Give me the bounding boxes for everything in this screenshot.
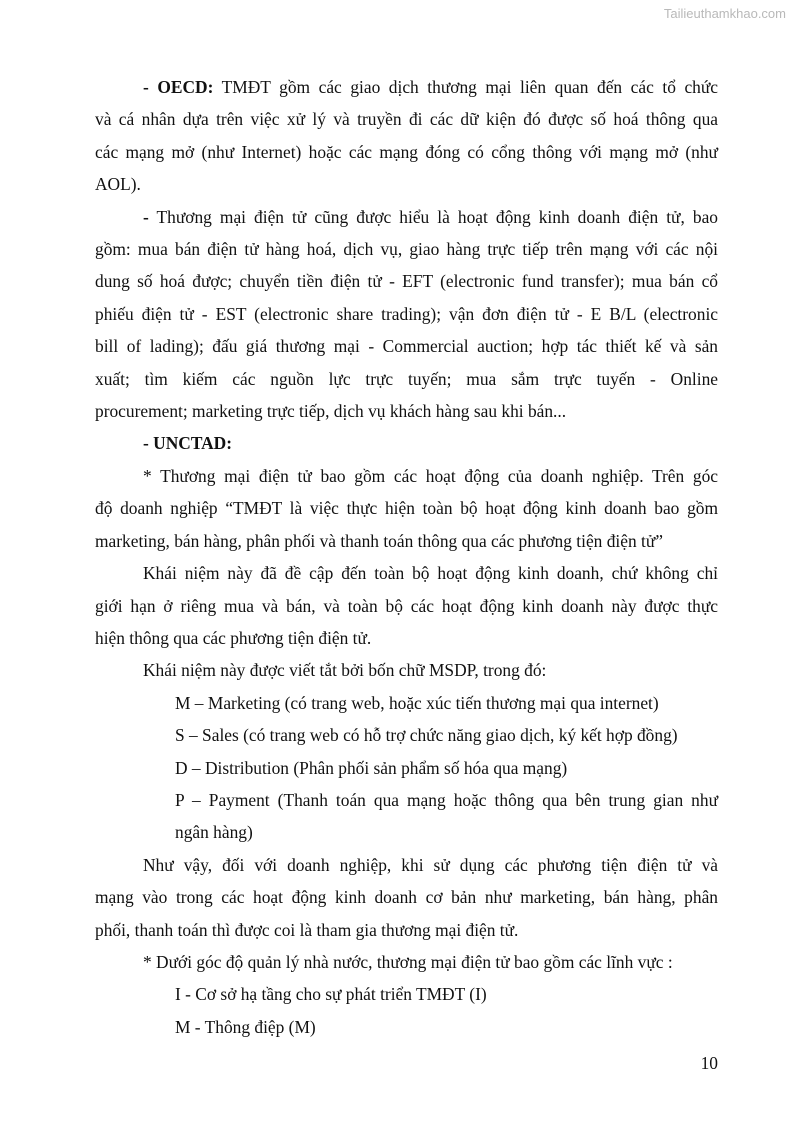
paragraph-concept [95, 557, 718, 654]
paragraph-conclusion [95, 849, 718, 946]
text-line: các mạng mở (như Internet) hoặc các mạng đóng có cổng thông với mạng mở (như [95, 141, 718, 162]
text-line: * Thương mại điện tử bao gồm các hoạt động của doanh nghiệp. Trên góc [143, 465, 718, 486]
text-span: TMĐT gồm các giao dịch thương mại liên quan đến các tổ chức [221, 77, 718, 97]
text-line: độ doanh nghiệp “TMĐT là việc thực hiện toàn bộ hoạt động kinh doanh bao gồm [95, 498, 718, 519]
state-item-infrastructure: I - Cơ sở hạ tầng cho sự phát triển TMĐT (I) [175, 984, 487, 1005]
text-line: marketing, bán hàng, phân phối và thanh toán thông qua các phương tiện điện tử” [95, 530, 663, 551]
text-line: Như vậy, đối với doanh nghiệp, khi sử dụng các phương tiện điện tử và [143, 854, 718, 875]
text-line: Khái niệm này đã đề cập đến toàn bộ hoạt động kinh doanh, chứ không chỉ [143, 563, 718, 584]
paragraph-state-view: * Dưới góc độ quản lý nhà nước, thương mại điện tử bao gồm các lĩnh vực : [143, 951, 673, 972]
text-line [95, 201, 718, 233]
paragraph-tmdt-definition [95, 201, 718, 428]
dash-marker: - [143, 206, 149, 227]
text-line: phiếu điện tử - EST (electronic share trading); vận đơn điện tử - E B/L (electronic [95, 303, 718, 324]
text-line: xuất; tìm kiếm các nguồn lực trực tuyến; mua sắm trực tuyến - Online [95, 368, 718, 389]
text-line: bill of lading); đấu giá thương mại - Commercial auction; hợp tác thiết kế và sản [95, 336, 718, 357]
msdp-list [95, 687, 718, 849]
paragraph-msdp: Khái niệm này được viết tắt bởi bốn chữ MSDP, trong đó: [143, 660, 547, 681]
unctad-heading [95, 427, 718, 459]
document-body [95, 71, 718, 1043]
state-item-message: M - Thông điệp (M) [175, 1016, 316, 1037]
text-line: procurement; marketing trực tiếp, dịch vụ khách hàng sau khi bán... [95, 401, 567, 422]
paragraph-business-view [95, 460, 718, 557]
text-line: AOL). [95, 174, 141, 195]
text-line [95, 71, 718, 103]
text-line: phối, thanh toán thì được coi là tham gia thương mại điện tử. [95, 919, 519, 940]
text-line: dung số hoá được; chuyển tiền điện tử - EFT (electronic fund transfer); mua bán cổ [95, 271, 718, 292]
text-line: giới hạn ở riêng mua và bán, và toàn bộ các hoạt động kinh doanh này được thực [95, 595, 718, 616]
text-span: Thương mại điện tử cũng được hiểu là hoạt động kinh doanh điện tử, bao [156, 206, 718, 227]
unctad-heading-text: - UNCTAD: [143, 433, 233, 454]
text-line: gồm: mua bán điện tử hàng hoá, dịch vụ, giao hàng trực tiếp trên mạng với các nội [95, 239, 718, 260]
msdp-item-distribution: D – Distribution (Phân phối sản phẩm số hóa qua mạng) [175, 757, 568, 778]
msdp-item-marketing: M – Marketing (có trang web, hoặc xúc tiến thương mại qua internet) [175, 692, 659, 713]
text-line: mạng vào trong các hoạt động kinh doanh cơ bản như marketing, bán hàng, phân [95, 887, 718, 908]
text-line: hiện thông qua các phương tiện điện tử. [95, 627, 372, 648]
paragraph-oecd [95, 71, 718, 201]
msdp-item-payment: P – Payment (Thanh toán qua mạng hoặc thông qua bên trung gian như [175, 789, 718, 810]
state-list [95, 978, 718, 1043]
msdp-item-payment-cont: ngân hàng) [175, 822, 253, 843]
watermark: Tailieuthamkhao.com [663, 6, 786, 21]
page-number: 10 [700, 1053, 718, 1073]
msdp-item-sales: S – Sales (có trang web có hỗ trợ chức năng giao dịch, ký kết hợp đồng) [175, 725, 678, 746]
text-line: và cá nhân dựa trên việc xử lý và truyền đi các dữ kiện đó được số hoá thông qua [95, 109, 718, 130]
oecd-label: - OECD: [143, 77, 214, 97]
